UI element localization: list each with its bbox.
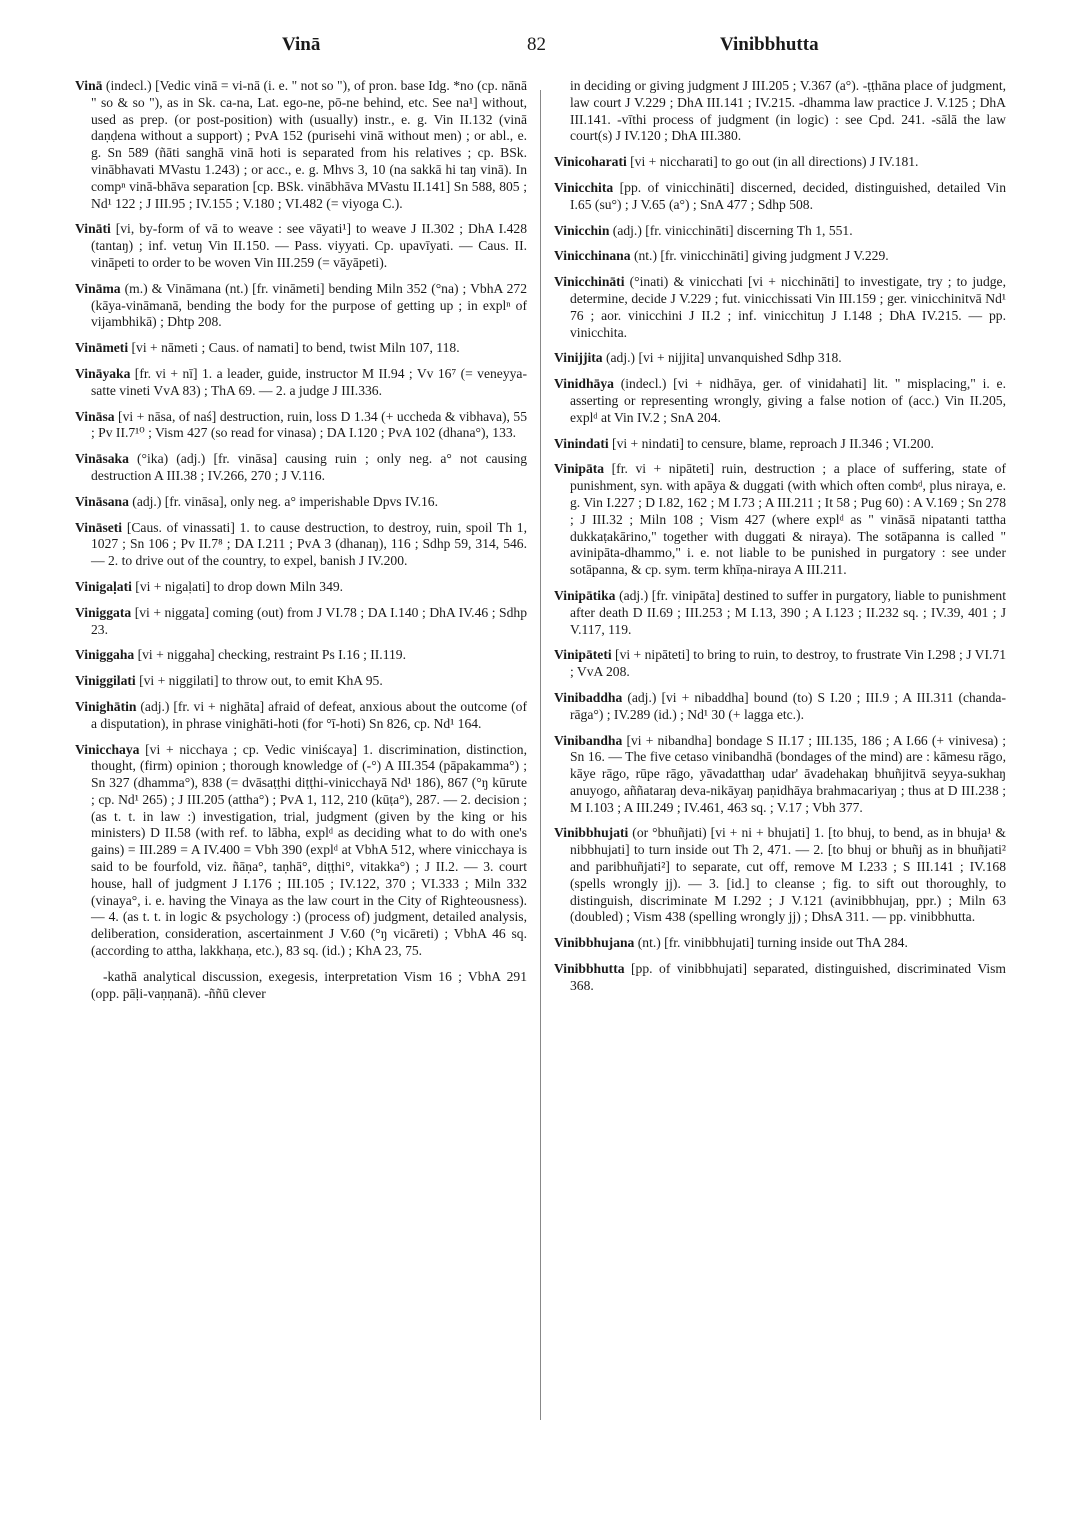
dictionary-entry — [554, 690, 1006, 724]
dictionary-entry — [554, 274, 1006, 341]
dictionary-entry — [554, 647, 1006, 681]
running-head-right: Vinibbhutta — [720, 34, 819, 55]
dictionary-entry — [554, 376, 1006, 426]
entry-text: (°ika) (adj.) [fr. vināsa] causing ruin ; only neg. a° not causing destruction A III.38 ; IV.266, 270 ; J V.116. — [91, 451, 527, 483]
entry-text: [vi + nigaḷati] to drop down Miln 349. — [131, 578, 344, 594]
headword: Viniggaha — [75, 647, 135, 663]
dictionary-entry — [554, 350, 1006, 367]
page-number: 82 — [527, 34, 546, 55]
dictionary-entry — [554, 223, 1006, 240]
dictionary-entry — [75, 579, 527, 596]
dictionary-entry — [554, 154, 1006, 171]
headword: Vināseti — [75, 519, 123, 535]
entry-text: (indecl.) [vi + nidhāya, ger. of vinidahati] lit. " misplacing," i. e. asserting or representing wrongly, giving a false notion of (acc.) Vin II.205, explᵈ at Vin IV.2 ; SnA 204. — [570, 376, 1006, 425]
dictionary-entry — [75, 969, 527, 1003]
headword: Vinicchinana — [554, 248, 631, 264]
entry-text: [vi + nicchaya ; cp. Vedic viniścaya] 1. discrimination, distinction, thought, (firm) opinion ; thorough knowledge of (-°) A III.354 (pāpakamma°) ; Sn 327 (dhamma°), 838 (= dvāsaṭṭhi diṭṭhi-vinicchayā Nd¹ 186), 867 (°ŋ kūrute ; cp. Nd¹ 265) ; J III.205 (attha°) ; PvA 1, 112, 210 (kūṭa°), 287. — 2. decision ; (as t. t. in law :) investigation, trial, judgment (given by the king or his ministers) D II.58 (with ref. to lābha, explᵈ as deciding what to do with one's gains) = III.289 = A IV.400 = Vbh 390 (explᵈ at VbhA 512, where vinicchaya is said to be fourfold, viz. ñāṇa°, taṇhā°, diṭṭhi°, vitakka°) ; J II.2. — 3. court house, hall of judgment J I.176 ; III.105 ; IV.122, 370 ; VI.333 ; Miln 332 (vinaya°, i. e. having the Vinaya as the law court in the City of Righteousness). — 4. (as t. t. in logic & psychology :) (process of) judgment, detailed analysis, deliberation, consideration, ascertainment J V.60 (°ŋ vicāreti) ; VbhA 46 sq. (according to attha, lakkhaṇa, etc.), 83 sq. (id.) ; KhA 23, 75. — [91, 741, 527, 959]
entry-text: [vi, by-form of vā to weave : see vāyati¹] to weave J II.302 ; DhA I.428 (tantaŋ) ; inf. vetuŋ Vin II.150. — Pass. viyyati. Cp. upavīyati. — Caus. II. vināpeti to order to be woven Vin III.259 (= vāyāpeti). — [91, 221, 527, 270]
dictionary-entry — [554, 436, 1006, 453]
dictionary-entry — [75, 742, 527, 960]
headword: Vināsaka — [75, 451, 129, 467]
dictionary-entry — [75, 409, 527, 443]
dictionary-entry — [75, 520, 527, 570]
headword: Vināti — [75, 221, 111, 237]
entry-text: (°inati) & vinicchati [vi + nicchināti] to investigate, try ; to judge, determine, decide J V.229 ; fut. vinicchissati Vin III.159 ; ger. vinicchinitvā Nd¹ 76 ; aor. vinicchini J II.2 ; inf. vinicchituŋ J I.148 ; DhA IV.215. — pp. vinicchita. — [570, 274, 1006, 340]
headword: Vinibbhutta — [554, 961, 625, 977]
dictionary-entry — [75, 78, 527, 212]
entry-text: [vi + nibandha] bondage S II.17 ; III.135, 186 ; A I.66 (+ vinivesa) ; Sn 16. — The five cetaso vinibandhā (bondages of the mind) are : kāmesu rāgo, kāye rāgo, rūpe rāgo, yāvadatthaŋ udar' āvadehakaŋ bhuñjitvā seyya-sukhaŋ anuyogo, aññataraŋ deva-nikāyaŋ paṇidhāya brahmacariyaŋ ; thus at D III.238 ; M I.103 ; A III.249 ; IV.461, 463 sq. ; V.17 ; Vbh 377. — [570, 732, 1006, 815]
dictionary-entry — [554, 961, 1006, 995]
entry-text: (nt.) [fr. vinicchināti] giving judgment J V.229. — [630, 248, 889, 264]
headword: Vinicchin — [554, 222, 610, 238]
entry-text: (adj.) [fr. vinicchināti] discerning Th 1, 551. — [609, 222, 853, 238]
page-header — [70, 34, 1015, 64]
dictionary-entry — [554, 733, 1006, 817]
headword: Vināma — [75, 280, 121, 296]
entry-text: [vi + niccharati] to go out (in all directions) J IV.181. — [626, 154, 919, 170]
headword: Vinipātika — [554, 587, 616, 603]
dictionary-entry — [75, 451, 527, 485]
headword: Vinighātin — [75, 698, 137, 714]
dictionary-entry — [554, 935, 1006, 952]
dictionary-entry — [75, 494, 527, 511]
dictionary-entry — [75, 699, 527, 733]
entry-text: (m.) & Vināmana (nt.) [fr. vināmeti] bending Miln 352 (°na) ; VbhA 272 (kāya-vināmanā, bending the body for the purpose of getting up ; in explⁿ of vijambhikā) ; Dhtp 208. — [91, 280, 527, 330]
entry-text: -kathā analytical discussion, exegesis, interpretation Vism 16 ; VbhA 291 (opp. pāḷi-vaṇṇanā). -ññū clever — [91, 968, 527, 1001]
column-divider — [540, 90, 541, 1420]
headword: Viniggilati — [75, 673, 136, 689]
dictionary-entry — [75, 221, 527, 271]
entry-text: [vi + nāmeti ; Caus. of namati] to bend, twist Miln 107, 118. — [128, 340, 460, 356]
headword: Vinicchaya — [75, 741, 140, 757]
headword: Vinā — [75, 78, 103, 93]
headword: Vināsa — [75, 408, 115, 424]
dictionary-entry — [554, 78, 1006, 145]
entry-text: [fr. vi + nipāteti] ruin, destruction ; a place of suffering, state of punishment, syn. with apāya & duggati (with which often combᵈ, plus niraya, e. g. Vin I.227 ; D I.82, 162 ; M I.73 ; A III.211 ; It 58 ; Pug 60) : A V.169 ; Sn 278 ; J III.32 ; Miln 108 ; Vism 427 (where explᵈ as " vināsā nipatanti tattha dukkaṭakārino," together with duggati & niraya). The sotāpanna is called " avinipāta-dhammo," i. e. not liable to be punished in purgatory : see under sotāpanna, & cp. sym. term khīṇa-niraya A III.211. — [570, 461, 1006, 578]
dictionary-entry — [75, 340, 527, 357]
entry-text: [vi + niggata] coming (out) from J VI.78 ; DA I.140 ; DhA IV.46 ; Sdhp 23. — [91, 604, 527, 637]
headword: Vinicchita — [554, 179, 614, 195]
headword: Vinibbhujana — [554, 935, 635, 951]
dictionary-entry — [75, 605, 527, 639]
dictionary-entry — [75, 647, 527, 664]
headword: Viniggata — [75, 604, 132, 620]
dictionary-entry — [554, 461, 1006, 579]
dictionary-entry — [554, 248, 1006, 265]
entry-text: [pp. of vinibbhujati] separated, distinguished, discriminated Vism 368. — [570, 961, 1006, 993]
dictionary-entry — [75, 673, 527, 690]
headword: Vināsana — [75, 493, 129, 509]
running-head-left: Vinā — [282, 34, 321, 55]
headword: Vināyaka — [75, 365, 131, 381]
entry-text: [fr. vi + nī] 1. a leader, guide, instructor M II.94 ; Vv 16⁷ (= veneyya-satte vineti VvA 83) ; ThA 69. — 2. a judge J III.336. — [91, 365, 527, 398]
entry-text: [vi + nindati] to censure, blame, reproach J II.346 ; VI.200. — [608, 435, 934, 451]
headword: Vinicchināti — [554, 274, 625, 290]
entry-text: [vi + niggaha] checking, restraint Ps I.16 ; II.119. — [134, 647, 406, 663]
entry-text: (or °bhuñjati) [vi + ni + bhujati] 1. [to bhuj, to bend, as in bhuja¹ & nibbhujati] to turn inside out Th 2, 471. — 2. [to bhuj or bhuñj as in bhuñjati² and paribhuñjati²] to separate, cut off, remove M I.233 ; S III.141 ; IV.168 (spells wrongly jj). — 3. [id.] to cleanse ; fig. to sift out thoroughly, to distinguish, discriminate M I.292 ; J V.121 (avinibbhujaŋ, ppr.) ; Miln 63 (doubled) ; Vism 438 (spelling wrongly jj) ; DhsA 311. — pp. vinibbhutta. — [570, 825, 1006, 925]
dictionary-entry — [554, 588, 1006, 638]
entry-text: in deciding or giving judgment J III.205 ; V.367 (a°). -ṭṭhāna place of judgment, law court J V.229 ; DhA III.141 ; IV.215. -dhamma law practice J. V.125 ; DhA III.141. -vīthi process of judgment (in logic) : see Cpd. 241. -sālā the law court(s) J IV.120 ; DhA III.380. — [570, 78, 1006, 144]
dictionary-entry — [75, 366, 527, 400]
entry-text: [pp. of vinicchināti] discerned, decided, distinguished, detailed Vin I.65 (su°) ; J V.65 (a°) ; SnA 477 ; Sdhp 508. — [570, 179, 1006, 212]
headword: Vināmeti — [75, 340, 129, 356]
entry-text: (indecl.) [Vedic vinā = vi-nā (i. e. " not so "), of pron. base Idg. *no (cp. nānā " so & so "), as in Sk. ca-na, Lat. ego-ne, pō-ne behind, etc. See na¹] without, used as prep. (or post-position) with (usually) instr., e. g. Vin II.132 (vinā daṇḍena without a support) ; PvA 152 (purisehi vinā without men) ; or abl., e. g. Sn 589 (ñāti sanghā vinā hoti is separated from his relatives ; cp. BSk. vinābhavati MVastu 1.243) ; or acc., e. g. Mhvs 3, 10 (na sakkā hi taŋ vinā). In compⁿ vinā-bhāva separation [cp. BSk. vinābhāva MVastu II.141] Sn 588, 805 ; Nd¹ 122 ; J III.95 ; IV.155 ; V.180 ; VI.482 (= viyoga C.). — [91, 78, 527, 211]
headword: Vinicoharati — [554, 154, 627, 170]
headword: Vinindati — [554, 435, 609, 451]
entry-text: (adj.) [vi + nijjita] unvanquished Sdhp 318. — [602, 350, 842, 366]
dictionary-entry — [75, 281, 527, 331]
dictionary-entry — [554, 825, 1006, 926]
entry-text: [Caus. of vinassati] 1. to cause destruction, to destroy, ruin, spoil Th 1, 1027 ; Sn 106 ; Pv II.7⁸ ; DA I.211 ; PvA 3 (dhanaŋ), 116 ; Sdhp 59, 314, 546. — 2. to drive out of the country, to expel, banish J IV.200. — [91, 519, 527, 569]
entry-text: (adj.) [vi + nibaddha] bound (to) S I.20 ; III.9 ; A III.311 (chanda-rāga°) ; IV.289 (id.) ; Nd¹ 30 (+ lagga etc.). — [570, 689, 1006, 722]
headword: Vinibbhujati — [554, 825, 629, 841]
entry-text: (adj.) [fr. vinipāta] destined to suffer in purgatory, liable to punishment after death D II.69 ; III.253 ; M I.13, 390 ; A I.123 ; II.232 sq. ; IV.39, 401 ; J V.117, 119. — [570, 587, 1006, 637]
entry-text: (nt.) [fr. vinibbhujati] turning inside out ThA 284. — [634, 935, 908, 951]
headword: Vinibandha — [554, 732, 623, 748]
entry-text: [vi + nāsa, of naś] destruction, ruin, loss D 1.34 (+ uccheda & vibhava), 55 ; Pv II.7¹⁰ ; Vism 427 (so read for vinasa) ; DA I.120 ; PvA 102 (dhana°), 133. — [91, 408, 527, 441]
dictionary-entry — [554, 180, 1006, 214]
right-column — [554, 78, 1006, 1004]
left-column — [75, 78, 527, 1002]
headword: Vinigaḷati — [75, 578, 132, 594]
headword: Vinibaddha — [554, 689, 623, 705]
headword: Vinipāta — [554, 461, 605, 477]
entry-text: [vi + niggilati] to throw out, to emit KhA 95. — [135, 673, 383, 689]
headword: Vinipāteti — [554, 647, 612, 663]
headword: Vinidhāya — [554, 376, 614, 392]
entry-text: [vi + nipāteti] to bring to ruin, to destroy, to frustrate Vin I.298 ; J VI.71 ; VvA 208. — [570, 647, 1007, 680]
headword: Vinijjita — [554, 350, 603, 366]
entry-text: (adj.) [fr. vi + nighāta] afraid of defeat, anxious about the outcome (of a disputation), in phrase vinighāti-hoti (for °ī-hoti) Sn 826, cp. Nd¹ 164. — [91, 698, 527, 731]
entry-text: (adj.) [fr. vināsa], only neg. a° imperishable Dpvs IV.16. — [128, 493, 438, 509]
